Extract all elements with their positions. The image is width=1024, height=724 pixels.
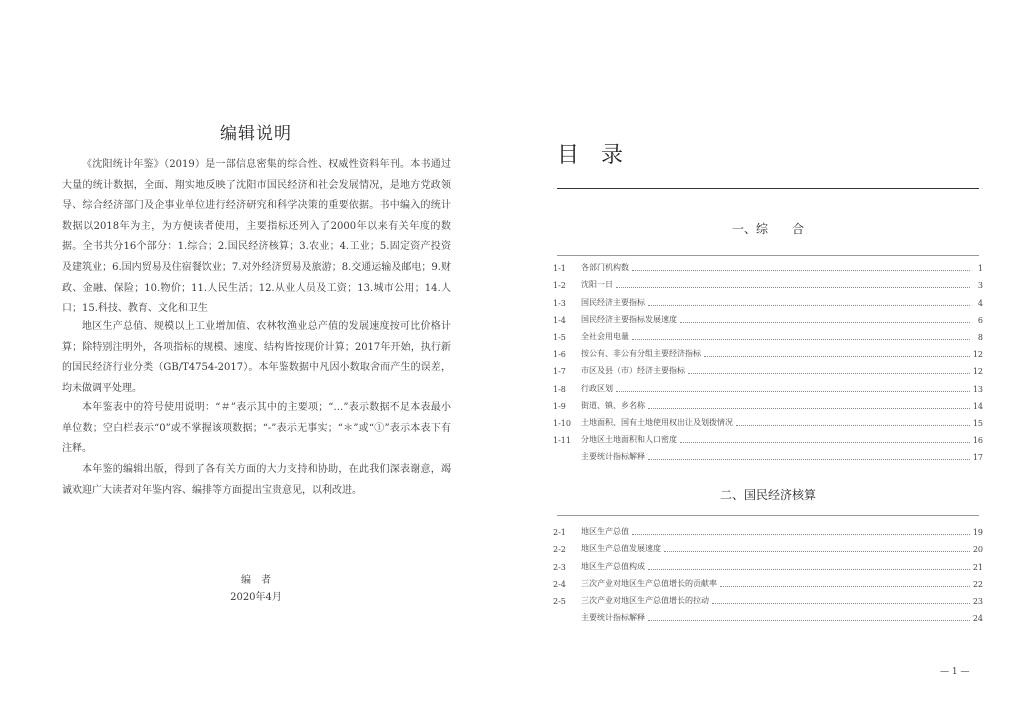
toc-entry[interactable] (553, 589, 983, 606)
toc-dot-leader (648, 619, 970, 621)
toc-entry[interactable] (553, 342, 983, 359)
toc-section-heading: 一、综 合 (731, 222, 804, 236)
toc-entry[interactable] (553, 273, 983, 290)
toc-entry-title: 主要统计指标解释 (581, 613, 645, 623)
toc-entry-page: 15 (972, 418, 983, 428)
toc-entry-number: 1-2 (553, 281, 566, 291)
toc-entry[interactable] (553, 520, 983, 537)
toc-entry-page: 1 (977, 264, 983, 274)
toc-entry-page: 16 (972, 436, 983, 446)
toc-entry[interactable] (553, 554, 983, 571)
toc-entry-title: 地区生产总值发展速度 (581, 544, 661, 554)
toc-dot-leader (616, 390, 970, 392)
toc-entry-number: 2-4 (553, 579, 566, 589)
toc-entry-title: 沈阳一日 (581, 280, 613, 290)
toc-dot-leader (648, 458, 970, 460)
editor-note-paragraph: 本年鉴的编辑出版，得到了各有关方面的大力支持和协助，在此我们深表谢意，竭诚欢迎广大读者对年鉴内容、编排等方面提出宝贵意见，以利改进。 (62, 464, 451, 496)
toc-entry-page: 17 (972, 453, 983, 463)
toc-entry-title: 街道、镇、乡名称 (581, 400, 645, 410)
toc-entry-page: 20 (972, 545, 983, 555)
toc-entry-number: 2-1 (553, 528, 566, 538)
toc-entry-number: 1-3 (553, 298, 566, 308)
toc-entry-page: 21 (972, 562, 983, 572)
toc-entry-number: 2-5 (553, 596, 566, 606)
toc-entry[interactable] (553, 308, 983, 325)
editor-note-paragraph: 《沈阳统计年鉴》（2019）是一部信息密集的综合性、权威性资料年刊。本书通过大量的统计数据，全面、翔实地反映了沈阳市国民经济和社会发展情况，是地方党政领导、综合经济部门及企事业单位进行经济研究和科学决策的重要依据。书中编入的统计数据以2018年为主，为方便读者使用，主要指标还列入了2000年以来有关年度的数据。全书共分16个部分：1.综合；2.国民经济核算；3.农业；4.工业；5.固定资产投资及建筑业；6.国内贸易及住宿餐饮业；7.对外经济贸易及旅游；8.交通运输及邮电；9.财政、金融、保险；10.物价；11.人民生活；12.从业人员及工资；13.城市公用；14.人口；15.科技、教育、文化和卫生 (62, 159, 451, 315)
toc-entry-number: 1-11 (553, 436, 571, 446)
editor-date: 2020年4月 (230, 592, 282, 603)
toc-entry-page: 4 (977, 298, 983, 308)
toc-dot-leader (632, 338, 970, 340)
toc-dot-leader (632, 269, 970, 271)
toc-dot-leader (720, 585, 970, 587)
toc-entry-page: 6 (977, 315, 983, 325)
toc-entry-number: 1-1 (553, 264, 566, 274)
toc-entry[interactable] (553, 445, 983, 462)
toc-entry-title: 土地面积、国有土地使用权出让及划拨情况 (581, 417, 733, 427)
toc-dot-leader (680, 321, 970, 323)
toc-entry[interactable] (553, 359, 983, 376)
toc-entry[interactable] (553, 290, 983, 307)
toc-title-rule (557, 188, 979, 189)
toc-entry-page: 14 (972, 401, 983, 411)
toc-entry-page: 23 (972, 596, 983, 606)
toc-dot-leader (680, 441, 970, 443)
editor-note-paragraph: 本年鉴表中的符号使用说明：“＃”表示其中的主要项；“…”表示数据不足本表最小单位数；空白栏表示“0”或不掌握该项数据；“-”表示无事实；“＊”或“①”表示本表下有注释。 (62, 402, 451, 455)
toc-entry-title: 全社会用电量 (581, 331, 629, 341)
toc-entry-page: 8 (977, 332, 983, 342)
toc-entry[interactable] (553, 428, 983, 445)
toc-entry[interactable] (553, 411, 983, 428)
toc-entry[interactable] (553, 376, 983, 393)
toc-title: 目 录 (557, 143, 624, 168)
toc-entry-page: 24 (972, 614, 983, 624)
toc-entry-title: 国民经济主要指标发展速度 (581, 314, 677, 324)
toc-entry-page: 22 (972, 579, 983, 589)
toc-dot-leader (688, 372, 970, 374)
toc-entry-title: 各部门机构数 (581, 263, 629, 273)
toc-entry[interactable] (553, 325, 983, 342)
toc-entry-title: 主要统计指标解释 (581, 452, 645, 462)
toc-entry-number: 1-5 (553, 332, 566, 342)
toc-entry-title: 地区生产总值构成 (581, 561, 645, 571)
toc-dot-leader (712, 602, 970, 604)
toc-entry[interactable] (553, 537, 983, 554)
toc-dot-leader (648, 568, 970, 570)
toc-entry[interactable] (553, 572, 983, 589)
page-number: — 1 — (940, 667, 970, 677)
editor-note-paragraph: 地区生产总值、规模以上工业增加值、农林牧渔业总产值的发展速度按可比价格计算；除特别注明外，各项指标的规模、速度、结构皆按现价计算；2017年开始，执行新的国民经济行业分类（GB/T4754-2017）。本年鉴数据中凡因小数取舍而产生的误差，均未做调平处理。 (62, 321, 451, 394)
toc-entry-title: 地区生产总值 (581, 527, 629, 537)
toc-section-list (553, 520, 983, 623)
toc-entry-page: 19 (972, 528, 983, 538)
toc-entry-page: 12 (972, 367, 983, 377)
toc-entry-number: 1-8 (553, 384, 566, 394)
toc-dot-leader (704, 355, 970, 357)
toc-section-heading: 二、国民经济核算 (719, 488, 816, 502)
toc-entry-title: 分地区土地面积和人口密度 (581, 435, 677, 445)
toc-entry-title: 三次产业对地区生产总值增长的拉动 (581, 595, 709, 605)
toc-entry-title: 国民经济主要指标 (581, 297, 645, 307)
toc-entry-number: 2-2 (553, 545, 566, 555)
toc-dot-leader (648, 407, 970, 409)
toc-entry[interactable] (553, 394, 983, 411)
toc-entry-number: 1-9 (553, 401, 566, 411)
toc-dot-leader (664, 550, 970, 552)
toc-entry-title: 行政区划 (581, 383, 613, 393)
toc-entry-number: 1-7 (553, 367, 566, 377)
toc-entry[interactable] (553, 606, 983, 623)
editor-note-title: 编辑说明 (220, 124, 292, 144)
toc-entry-number: 1-6 (553, 350, 566, 360)
toc-entry-title: 按公有、非公有分组主要经济指标 (581, 349, 701, 359)
editor-signature: 编 者 (241, 575, 271, 586)
toc-entry-number: 2-3 (553, 562, 566, 572)
toc-dot-leader (616, 286, 970, 288)
toc-entry-title: 市区及县（市）经济主要指标 (581, 366, 685, 376)
section-rule (557, 515, 979, 516)
toc-entry-page: 13 (972, 384, 983, 394)
toc-entry-page: 3 (977, 281, 983, 291)
toc-entry-number: 1-10 (553, 418, 571, 428)
toc-section-list (553, 256, 983, 462)
toc-dot-leader (632, 533, 970, 535)
toc-entry-page: 12 (972, 350, 983, 360)
toc-dot-leader (736, 424, 970, 426)
toc-dot-leader (648, 304, 970, 306)
toc-entry-number: 1-4 (553, 315, 566, 325)
toc-entry-title: 三次产业对地区生产总值增长的贡献率 (581, 578, 717, 588)
toc-entry[interactable] (553, 256, 983, 273)
